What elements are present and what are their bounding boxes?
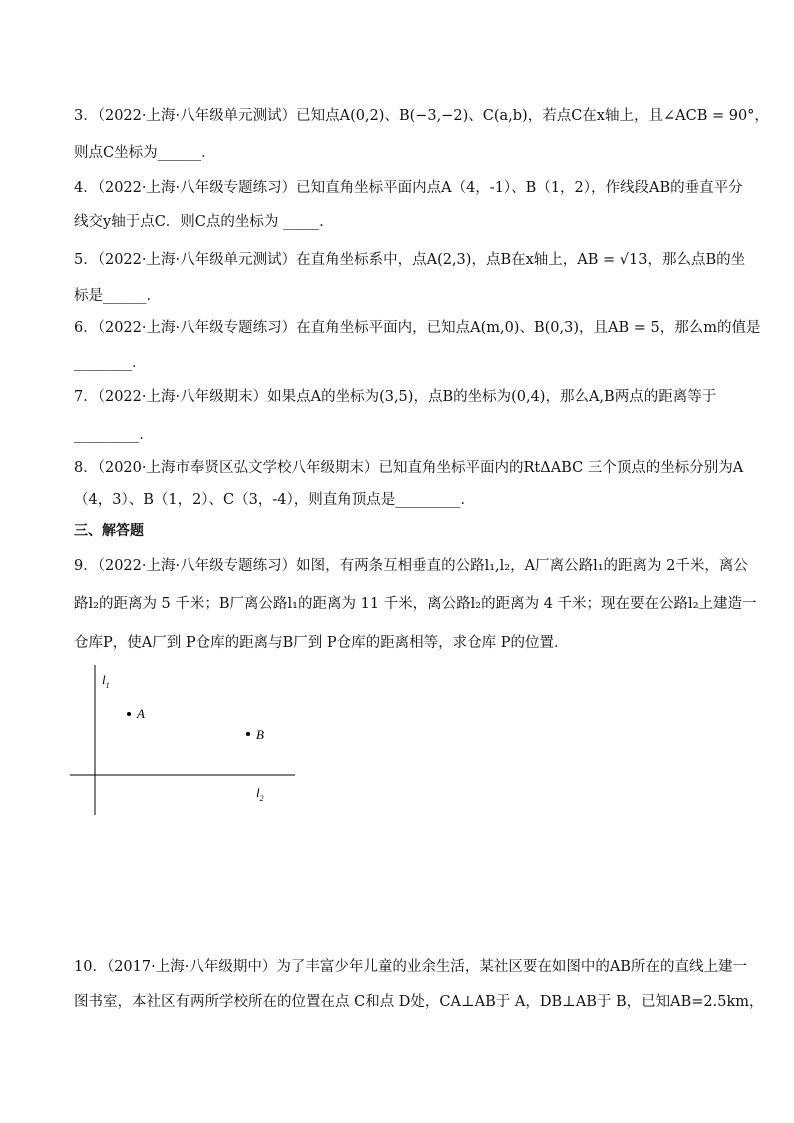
q3-line-1: 3．（2022·上海·八年级单元测试）已知点A(0,2)、B(−3,−2)、C(a,b)，若点C在x轴上，且∠ACB = 90°， <box>74 108 769 124</box>
q6-line-1: 6．（2022·上海·八年级专题练习）在直角坐标平面内，已知点A(m,0)、B(0,3)，且AB = 5，那么m的值是 <box>74 320 761 336</box>
q7-line-1: 7．（2022·上海·八年级期末）如果点A的坐标为(3,5)，点B的坐标为(0,4)，那么A,B两点的距离等于 <box>74 389 717 405</box>
q9-line-2: 路l₂的距离为 5 千米；B厂离公路l₁的距离为 11 千米，离公路l₂的距离为 4 千米；现在要在公路l₂上建造一 <box>74 596 757 612</box>
point-b-label: B <box>256 727 264 742</box>
l1-label: $l_1$ <box>102 672 110 690</box>
q4-line-1: 4．（2022·上海·八年级专题练习）已知直角坐标平面内点A（4，-1）、B（1，2），作线段AB的垂直平分 <box>74 180 743 196</box>
point-a-dot <box>127 712 131 716</box>
l2-label: $l_2$ <box>256 785 264 803</box>
road-diagram <box>70 660 310 820</box>
point-a-label: A <box>137 706 145 721</box>
q9-line-3: 仓库P，使A厂到 P仓库的距离与B厂到 P仓库的距离相等，求仓库 P的位置． <box>74 635 569 651</box>
q8-line-1: 8．（2020·上海市奉贤区弘文学校八年级期末）已知直角坐标平面内的RtΔABC 三个顶点的坐标分别为A <box>74 460 744 476</box>
q9-line-1: 9．（2022·上海·八年级专题练习）如图，有两条互相垂直的公路l₁,l₂，A厂离公路l₁的距离为 2千米，离公 <box>74 558 748 574</box>
q8-line-2: （4，3）、B（1，2）、C（3，-4），则直角顶点是_________． <box>74 492 475 508</box>
q5-line-2: 标是______． <box>74 288 161 304</box>
q7-line-2: _________． <box>74 427 154 443</box>
q6-line-2: ________． <box>74 355 147 371</box>
q5-line-1: 5．（2022·上海·八年级单元测试）在直角坐标系中，点A(2,3)，点B在x轴上，AB = √13，那么点B的坐 <box>74 252 746 268</box>
q4-line-2: 线交y轴于点C．则C点的坐标为 _____． <box>74 214 334 230</box>
section-title: 三、解答题 <box>74 523 144 539</box>
q3-line-2: 则点C坐标为______． <box>74 145 216 161</box>
q10-line-1: 10．（2017·上海·八年级期中）为了丰富少年儿童的业余生活，某社区要在如图中的AB所在的直线上建一 <box>74 959 747 975</box>
q10-line-2: 图书室，本社区有两所学校所在的位置在点 C和点 D处，CA⊥AB于 A，DB⊥AB于 B，已知AB=2.5km， <box>74 994 764 1010</box>
point-b-dot <box>246 732 250 736</box>
